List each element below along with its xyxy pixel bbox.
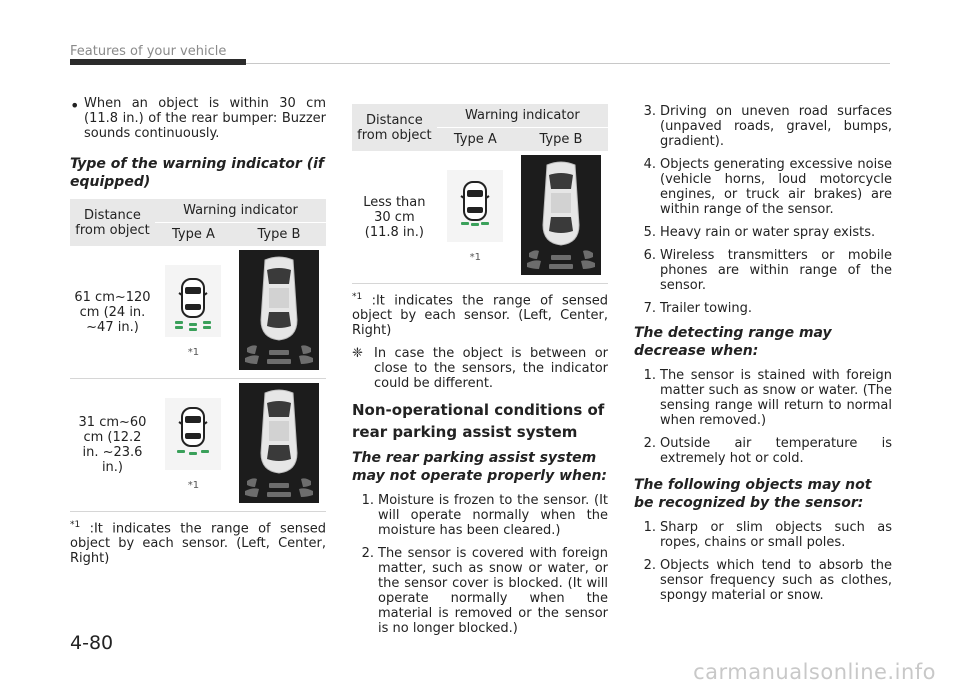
list-number: 2. [643, 558, 656, 573]
list-text: Heavy rain or water spray exists. [660, 225, 876, 240]
type-b-indicator-icon [239, 250, 319, 370]
not-recognized-list [634, 520, 892, 603]
col-type-b-header: Type B [232, 223, 326, 247]
list-number: 1. [643, 520, 656, 535]
col-warning-header: Warning indicator [155, 199, 326, 223]
list-text: Objects generating excessive noise (vehicle horns, loud motorcycle engines, or truck air brakes) are within range of the sensor. [660, 157, 892, 217]
col-type-a-header: Type A [155, 223, 232, 247]
indicator-footnote-mark: *1 [187, 346, 200, 358]
list-item [634, 225, 892, 240]
list-number: 7. [643, 301, 656, 316]
list-number: 3. [643, 104, 656, 119]
list-item [634, 368, 892, 428]
footnote-mark: *1 [352, 292, 363, 302]
list-item [634, 558, 892, 603]
bullet-text: When an object is within 30 cm (11.8 in.) of the rear bumper: Buzzer sounds continuously. [84, 96, 326, 141]
list-number: 2. [643, 436, 656, 451]
non-operational-heading: Non-operational conditions of rear parking assist system [352, 401, 605, 442]
list-text: The sensor is stained with foreign matter such as snow or water. (The sensing range will return to normal when removed.) [660, 368, 892, 428]
type-b-cell [232, 379, 326, 512]
table-row [352, 151, 608, 284]
list-number: 2. [361, 546, 374, 562]
type-a-indicator-icon [447, 170, 503, 242]
condition-list-continued [634, 104, 892, 316]
type-a-cell [155, 246, 232, 379]
watermark: carmanualsonline.info [693, 660, 936, 684]
type-a-cell [155, 379, 232, 512]
type-b-indicator-icon [521, 155, 601, 275]
range-decrease-list [634, 368, 892, 466]
indicator-footnote-mark: *1 [187, 479, 200, 491]
list-text: The sensor is covered with foreign matter, such as snow or water, or the sensor cover is blocked. (It will operate normally when the material is removed or the sensor is no longer blocked.) [378, 546, 608, 637]
list-text: Wireless transmitters or mobile phones are within range of the sensor. [660, 248, 892, 293]
list-text: Objects which tend to absorb the sensor frequency such as clothes, spongy material or snow. [660, 558, 892, 603]
list-text: Outside air temperature is extremely hot or cold. [660, 436, 892, 466]
distance-cell: 61 cm~120 cm (24 in. ~47 in.) [70, 246, 155, 379]
footnote-mark: *1 [70, 520, 81, 530]
column-1 [70, 96, 326, 566]
list-number: 5. [643, 225, 656, 240]
list-item [352, 546, 608, 636]
note-text: In case the object is between or close to the sensors, the indicator could be different. [374, 346, 608, 392]
list-text: Moisture is frozen to the sensor. (It will operate normally when the moisture has been cleared.) [378, 493, 608, 539]
section-header: Features of your vehicle [70, 44, 227, 59]
condition-list [352, 493, 608, 636]
detecting-range-heading: The detecting range may decrease when: [634, 325, 832, 359]
bullet-mark: • [70, 96, 80, 115]
type-a-indicator-icon [165, 398, 221, 470]
note-mark-icon: ❈ [352, 346, 363, 362]
list-text: Driving on uneven road surfaces (unpaved roads, gravel, bumps, gradient). [660, 104, 892, 149]
list-number: 6. [643, 248, 656, 263]
not-recognized-heading: The following objects may not be recognized by the sensor: [634, 477, 872, 511]
list-item [634, 301, 892, 316]
header-rule [246, 63, 890, 64]
table-footnote [70, 518, 326, 566]
header-bar [70, 59, 246, 65]
column-3 [634, 104, 892, 611]
note-item [352, 346, 608, 391]
indicator-footnote-mark: *1 [469, 251, 481, 263]
footnote-text: :It indicates the range of sensed object by each sensor. (Left, Center, Right) [70, 521, 326, 567]
list-text: Sharp or slim objects such as ropes, chains or small poles. [660, 520, 892, 550]
list-item [634, 157, 892, 217]
type-a-cell [437, 151, 514, 284]
list-text: Trailer towing. [660, 301, 752, 316]
may-not-operate-subheading: The rear parking assist system may not operate properly when: [352, 450, 608, 485]
list-item [634, 104, 892, 149]
warning-indicator-heading: Type of the warning indicator (if equipped) [70, 156, 324, 190]
type-b-cell [514, 151, 608, 284]
type-b-indicator-icon [239, 383, 319, 503]
distance-cell: 31 cm~60 cm (12.2 in. ~23.6 in.) [70, 379, 155, 512]
distance-cell: Less than 30 cm (11.8 in.) [352, 151, 437, 284]
col-distance-header: Distance from object [70, 199, 155, 246]
page-number: 4-80 [70, 632, 114, 654]
col-type-a-header: Type A [437, 128, 514, 152]
col-warning-header: Warning indicator [437, 104, 608, 128]
list-item [634, 436, 892, 466]
warning-indicator-table [70, 199, 326, 512]
column-2 [352, 104, 608, 644]
table-row [70, 246, 326, 379]
list-item [634, 248, 892, 293]
type-a-indicator-icon [165, 265, 221, 337]
list-item [634, 520, 892, 550]
list-number: 4. [643, 157, 656, 172]
footnote-text: :It indicates the range of sensed object by each sensor. (Left, Center, Right) [352, 293, 608, 339]
table-footnote [352, 290, 608, 338]
list-number: 1. [643, 368, 656, 383]
bullet-item [70, 96, 326, 141]
col-type-b-header: Type B [514, 128, 608, 152]
list-number: 1. [361, 493, 374, 509]
table-row [70, 379, 326, 512]
type-b-cell [232, 246, 326, 379]
col-distance-header: Distance from object [352, 104, 437, 151]
list-item [352, 493, 608, 538]
warning-indicator-table-near [352, 104, 608, 284]
